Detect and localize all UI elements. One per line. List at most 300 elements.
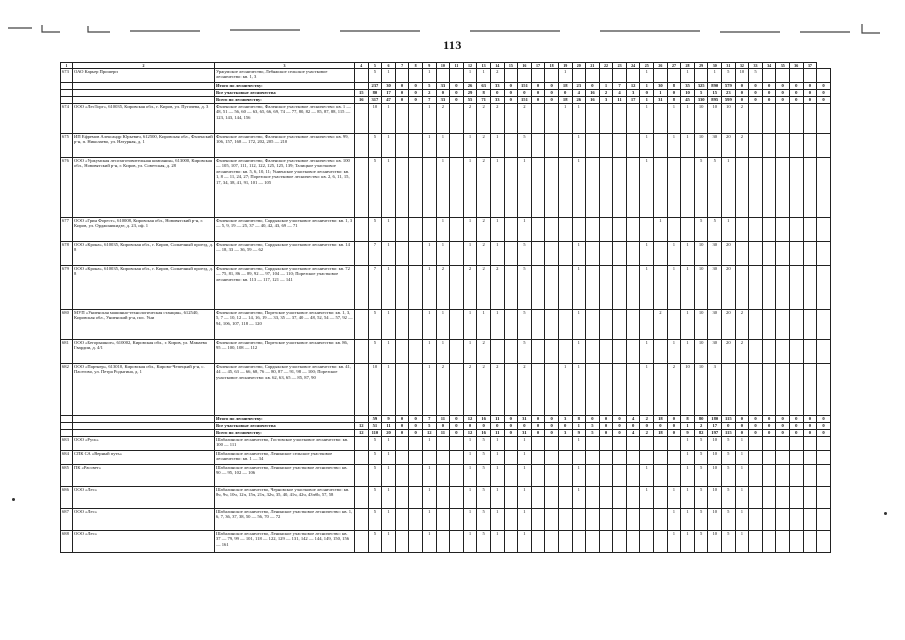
value-cell — [545, 509, 559, 531]
value-cell — [586, 104, 600, 134]
value-cell: 2 — [654, 310, 668, 340]
forest-area: Фаленское лесничество, Фаленское участковое лесничество: кв. 1 — 48, 51 — 56, 60 — 63, 65, 66, 69, 74 — 77, 80, 82 — 85, 87, 88, 115 — 123, 143, 144, 156 — [215, 104, 355, 134]
value-cell — [749, 310, 763, 340]
forest-area: Фаленское лесничество, Фаленское участковое лесничество: кв. 100 — 105, 107, 111, 112, 122, 125, 125, 139; Талицкое участковое лесничество: кв. 5, 6, 10, 11; Униенское участковое лесничество: кв. 1, 8 — 11, 24, 27; Порезское участковое лесничество: кв. 2, 6, 11, 15, 17, 34, 38, 41, 91, 101 — 105 — [215, 158, 355, 218]
value-cell — [355, 364, 369, 416]
value-cell: 1 — [667, 509, 681, 531]
value-cell — [626, 509, 640, 531]
value-cell: 1 — [463, 451, 477, 465]
value-cell: 1 — [422, 531, 436, 553]
value-cell: 5 — [368, 69, 382, 83]
row-number: 680 — [61, 310, 73, 340]
table-row — [61, 487, 831, 509]
value-cell: 0 — [518, 90, 532, 97]
value-cell: 0 — [545, 90, 559, 97]
value-cell — [504, 310, 518, 340]
value-cell — [776, 465, 790, 487]
organization-name: ООО «Лес» — [73, 509, 215, 531]
value-cell: 1 — [572, 423, 586, 430]
value-cell — [640, 451, 654, 465]
value-cell: 1 — [667, 340, 681, 364]
value-cell — [613, 340, 627, 364]
value-cell — [790, 218, 804, 242]
value-cell — [395, 69, 409, 83]
value-cell: 0 — [735, 416, 749, 423]
value-cell: 0 — [504, 423, 518, 430]
value-cell: 0 — [395, 90, 409, 97]
value-cell — [450, 364, 464, 416]
value-cell — [654, 487, 668, 509]
value-cell: 2 — [463, 104, 477, 134]
value-cell: 16 — [586, 90, 600, 97]
value-cell — [545, 218, 559, 242]
value-cell — [545, 531, 559, 553]
value-cell — [395, 487, 409, 509]
value-cell — [790, 158, 804, 218]
value-cell: 5 — [518, 340, 532, 364]
value-cell: 1 — [382, 487, 396, 509]
value-cell — [558, 437, 572, 451]
value-cell: 1 — [518, 218, 532, 242]
value-cell: 0 — [409, 416, 423, 423]
value-cell — [790, 69, 804, 83]
value-cell — [450, 310, 464, 340]
value-cell: 0 — [409, 423, 423, 430]
value-cell: 11 — [436, 416, 450, 423]
value-cell — [654, 437, 668, 451]
value-cell — [355, 487, 369, 509]
value-cell: 10 — [708, 465, 722, 487]
value-cell: 55 — [463, 97, 477, 104]
value-cell: 2 — [694, 423, 708, 430]
value-cell: 5 — [368, 451, 382, 465]
value-cell — [599, 218, 613, 242]
value-cell: 33 — [436, 97, 450, 104]
forest-area: Всего по лесничеству: — [215, 430, 355, 437]
value-cell: 1 — [490, 310, 504, 340]
value-cell — [436, 487, 450, 509]
value-cell: 1 — [382, 242, 396, 266]
value-cell: 5 — [722, 465, 736, 487]
value-cell — [654, 242, 668, 266]
value-cell — [504, 437, 518, 451]
value-cell: 1 — [735, 465, 749, 487]
value-cell — [817, 487, 831, 509]
value-cell: 1 — [722, 158, 736, 218]
value-cell — [395, 242, 409, 266]
value-cell: 3 — [599, 97, 613, 104]
value-cell — [790, 340, 804, 364]
value-cell: 1 — [382, 364, 396, 416]
value-cell — [599, 104, 613, 134]
value-cell — [817, 242, 831, 266]
value-cell: 2 — [436, 104, 450, 134]
value-cell: 0 — [803, 416, 817, 423]
value-cell — [450, 242, 464, 266]
value-cell — [599, 242, 613, 266]
header-cell: 19 — [558, 63, 572, 69]
value-cell: 0 — [626, 423, 640, 430]
value-cell — [450, 69, 464, 83]
value-cell: 895 — [708, 97, 722, 104]
value-cell: 1 — [382, 69, 396, 83]
value-cell: 1 — [572, 266, 586, 310]
value-cell — [817, 158, 831, 218]
value-cell — [776, 451, 790, 465]
value-cell: 5 — [694, 218, 708, 242]
header-cell: 3 — [215, 63, 355, 69]
value-cell — [422, 451, 436, 465]
value-cell: 1 — [490, 465, 504, 487]
value-cell — [558, 218, 572, 242]
value-cell: 45 — [681, 97, 695, 104]
value-cell — [776, 310, 790, 340]
value-cell: 30 — [708, 340, 722, 364]
value-cell: 0 — [409, 90, 423, 97]
value-cell — [355, 509, 369, 531]
value-cell: 1 — [422, 69, 436, 83]
value-cell — [599, 134, 613, 158]
value-cell: 325 — [694, 83, 708, 90]
value-cell — [531, 242, 545, 266]
value-cell: 16 — [477, 430, 491, 437]
value-cell: 5 — [477, 437, 491, 451]
value-cell — [531, 437, 545, 451]
organization-name: ООО «Грин Форест», 610008, Кировская обл., Нововятский р-н, г. Киров, ул. Орджоникидзе, д. 23, оф. 1 — [73, 218, 215, 242]
value-cell: 71 — [477, 97, 491, 104]
value-cell: 0 — [450, 83, 464, 90]
value-cell: 10 — [708, 437, 722, 451]
value-cell — [626, 437, 640, 451]
value-cell: 0 — [531, 423, 545, 430]
value-cell: 5 — [477, 465, 491, 487]
value-cell — [450, 134, 464, 158]
value-cell — [803, 158, 817, 218]
value-cell: 1 — [735, 509, 749, 531]
value-cell: 890 — [708, 83, 722, 90]
value-cell: 5 — [368, 437, 382, 451]
value-cell: 26 — [463, 83, 477, 90]
forest-area: Фаленское лесничество, Сардыкское участковое лесничество: кв. 72 — 75, 81, 86 — 89, 92 — 97, 104 — 110; Порезское участковое лесничество: кв. 113 — 117, 121 — 141 — [215, 266, 355, 310]
row-number: 688 — [61, 531, 73, 553]
value-cell — [545, 69, 559, 83]
value-cell — [749, 340, 763, 364]
value-cell — [395, 218, 409, 242]
value-cell — [450, 340, 464, 364]
value-cell — [436, 69, 450, 83]
header-cell: 13 — [477, 63, 491, 69]
value-cell — [776, 266, 790, 310]
value-cell: 16 — [355, 97, 369, 104]
value-cell — [803, 531, 817, 553]
value-cell — [409, 509, 423, 531]
value-cell: 1 — [572, 242, 586, 266]
value-cell: 80 — [694, 416, 708, 423]
value-cell: 0 — [790, 90, 804, 97]
header-cell: 21 — [586, 63, 600, 69]
header-cell: 10 — [436, 63, 450, 69]
value-cell: 1 — [681, 437, 695, 451]
value-cell — [776, 218, 790, 242]
header-cell: 26 — [654, 63, 668, 69]
value-cell — [667, 69, 681, 83]
value-cell: 10 — [368, 104, 382, 134]
forest-area: Шабалинское лесничество, Черновское участковое лесничество: кв. 8ч, 9ч, 10ч, 12ч, 15ч, 21ч, 32ч, 35, 40, 41ч, 42ч, 43чбb, 57, 58 — [215, 487, 355, 509]
value-cell: 1 — [572, 158, 586, 218]
header-cell: 35 — [776, 63, 790, 69]
value-cell — [640, 310, 654, 340]
value-cell: 2 — [735, 310, 749, 340]
forest-area: Фаленское лесничество, Порезское участковое лесничество: кв. 86, 95 — 100, 108 — 112 — [215, 340, 355, 364]
value-cell: 2 — [735, 134, 749, 158]
header-cell: 30 — [708, 63, 722, 69]
value-cell — [626, 465, 640, 487]
forest-area: Фаленское лесничество, Фаленское участковое лесничество: кв. 99, 106, 157, 168 — 172, 202, 205 — 210 — [215, 134, 355, 158]
row-number: 681 — [61, 340, 73, 364]
row-number: 675 — [61, 134, 73, 158]
header-cell: 18 — [545, 63, 559, 69]
value-cell — [395, 310, 409, 340]
value-cell: 1 — [681, 134, 695, 158]
value-cell: 0 — [436, 90, 450, 97]
value-cell — [599, 531, 613, 553]
value-cell — [803, 364, 817, 416]
value-cell: 47 — [382, 97, 396, 104]
table-row — [61, 158, 831, 218]
value-cell — [586, 451, 600, 465]
value-cell: 0 — [531, 430, 545, 437]
value-cell: 0 — [504, 90, 518, 97]
value-cell: 0 — [504, 97, 518, 104]
value-cell: 1 — [422, 266, 436, 310]
organization-name — [73, 83, 215, 90]
value-cell: 0 — [586, 83, 600, 90]
value-cell: 30 — [382, 83, 396, 90]
value-cell: 2 — [477, 266, 491, 310]
value-cell: 10 — [708, 487, 722, 509]
header-cell: 20 — [572, 63, 586, 69]
value-cell — [586, 487, 600, 509]
value-cell: 2 — [477, 218, 491, 242]
value-cell: 197 — [708, 430, 722, 437]
value-cell — [776, 104, 790, 134]
value-cell — [654, 451, 668, 465]
value-cell — [545, 487, 559, 509]
forest-area: Уржумское лесничество, Лебяжское сельское участковое лесничество: кв. 1, 3 — [215, 69, 355, 83]
value-cell: 2 — [735, 340, 749, 364]
value-cell: 7 — [613, 83, 627, 90]
summary-row — [61, 83, 831, 90]
row-number: 685 — [61, 465, 73, 487]
value-cell — [409, 310, 423, 340]
value-cell: 0 — [790, 83, 804, 90]
value-cell: 10 — [708, 104, 722, 134]
value-cell: 0 — [395, 416, 409, 423]
value-cell: 1 — [463, 531, 477, 553]
table-row — [61, 104, 831, 134]
value-cell: 0 — [817, 423, 831, 430]
value-cell — [654, 364, 668, 416]
value-cell — [776, 531, 790, 553]
value-cell — [545, 242, 559, 266]
value-cell — [599, 364, 613, 416]
value-cell — [599, 340, 613, 364]
value-cell — [572, 218, 586, 242]
value-cell — [776, 242, 790, 266]
value-cell — [355, 242, 369, 266]
table-row — [61, 134, 831, 158]
value-cell: 0 — [613, 423, 627, 430]
value-cell: 0 — [531, 416, 545, 423]
value-cell: 1 — [490, 242, 504, 266]
value-cell: 1 — [735, 487, 749, 509]
value-cell: 0 — [545, 423, 559, 430]
value-cell: 5 — [518, 134, 532, 158]
value-cell — [531, 158, 545, 218]
value-cell — [409, 69, 423, 83]
value-cell — [803, 465, 817, 487]
value-cell — [626, 218, 640, 242]
value-cell — [762, 340, 776, 364]
value-cell: 0 — [531, 83, 545, 90]
value-cell: 7 — [368, 266, 382, 310]
value-cell — [749, 437, 763, 451]
value-cell: 5 — [694, 437, 708, 451]
value-cell — [409, 134, 423, 158]
value-cell: 0 — [490, 90, 504, 97]
value-cell: 15 — [355, 90, 369, 97]
value-cell — [355, 69, 369, 83]
value-cell — [613, 69, 627, 83]
forest-area: Шабалинское лесничество, Ленинское сельское участковое лесничество: кв. 1 — 34 — [215, 451, 355, 465]
value-cell — [803, 509, 817, 531]
value-cell: 5 — [722, 487, 736, 509]
value-cell: 10 — [681, 90, 695, 97]
value-cell — [558, 266, 572, 310]
value-cell: 0 — [749, 423, 763, 430]
value-cell — [626, 104, 640, 134]
forest-area: Шабалинское лесничество, Ленинское участковое лесничество: кв. 1, 6, 7, 36, 37, 38, 50 — 56, 70 — 72 — [215, 509, 355, 531]
value-cell — [531, 266, 545, 310]
value-cell — [776, 69, 790, 83]
value-cell: 1 — [382, 340, 396, 364]
value-cell — [776, 158, 790, 218]
value-cell: 5 — [694, 531, 708, 553]
organization-name: ОАО Карьер Прошерп — [73, 69, 215, 83]
value-cell — [654, 509, 668, 531]
value-cell — [355, 437, 369, 451]
value-cell: 0 — [803, 430, 817, 437]
value-cell — [803, 451, 817, 465]
value-cell — [776, 487, 790, 509]
value-cell: 1 — [422, 104, 436, 134]
value-cell — [694, 69, 708, 83]
header-cell: 5 — [368, 63, 382, 69]
value-cell: 0 — [776, 430, 790, 437]
value-cell: 1 — [572, 364, 586, 416]
value-cell — [817, 266, 831, 310]
value-cell — [409, 242, 423, 266]
value-cell — [667, 451, 681, 465]
value-cell: 5 — [722, 69, 736, 83]
value-cell — [790, 465, 804, 487]
value-cell: 0 — [586, 416, 600, 423]
value-cell — [803, 104, 817, 134]
table-row — [61, 242, 831, 266]
value-cell: 1 — [463, 465, 477, 487]
organization-name: ООО «Уржумская лесозаготовительная компания», 613000, Кировская обл., Нововятский р-н, г. Киров, ул. Советская, д. 28 — [73, 158, 215, 218]
row-number — [61, 430, 73, 437]
value-cell — [558, 242, 572, 266]
value-cell: 1 — [518, 509, 532, 531]
value-cell: 330 — [694, 97, 708, 104]
value-cell — [586, 364, 600, 416]
value-cell: 30 — [708, 310, 722, 340]
value-cell: 1 — [667, 266, 681, 310]
value-cell: 80 — [368, 90, 382, 97]
value-cell: 1 — [490, 509, 504, 531]
value-cell — [654, 104, 668, 134]
value-cell: 0 — [409, 430, 423, 437]
value-cell: 0 — [776, 90, 790, 97]
value-cell — [640, 437, 654, 451]
header-cell: 16 — [518, 63, 532, 69]
value-cell — [409, 104, 423, 134]
summary-row — [61, 430, 831, 437]
value-cell: 5 — [477, 487, 491, 509]
row-number: 687 — [61, 509, 73, 531]
value-cell — [586, 69, 600, 83]
value-cell — [558, 158, 572, 218]
value-cell: 1 — [681, 487, 695, 509]
forest-area: Фаленское лесничество, Сардыкское участковое лесничество: кв. 14 — 18, 33 — 36, 59 — 62 — [215, 242, 355, 266]
value-cell: 7 — [422, 416, 436, 423]
organization-name: ИП Ефремов Александр Юрьевич, 612500, Кировская обл., Фаленский р-н, п. Николаево, ул. Натурная, д. 1 — [73, 134, 215, 158]
value-cell: 20 — [382, 430, 396, 437]
value-cell: 31 — [654, 97, 668, 104]
table-row — [61, 509, 831, 531]
value-cell: 18 — [558, 83, 572, 90]
header-cell: 1 — [61, 63, 73, 69]
value-cell: 0 — [409, 83, 423, 90]
value-cell: 16 — [586, 97, 600, 104]
value-cell — [803, 310, 817, 340]
value-cell — [450, 218, 464, 242]
value-cell — [395, 158, 409, 218]
value-cell — [803, 266, 817, 310]
value-cell: 0 — [450, 430, 464, 437]
value-cell — [667, 437, 681, 451]
value-cell — [504, 340, 518, 364]
value-cell: 0 — [599, 423, 613, 430]
value-cell — [586, 531, 600, 553]
value-cell: 0 — [531, 90, 545, 97]
value-cell — [613, 158, 627, 218]
row-number — [61, 423, 73, 430]
value-cell: 5 — [368, 218, 382, 242]
value-cell — [558, 509, 572, 531]
value-cell — [355, 310, 369, 340]
value-cell — [749, 451, 763, 465]
value-cell — [790, 364, 804, 416]
value-cell: 11 — [490, 430, 504, 437]
value-cell: 1 — [667, 242, 681, 266]
value-cell — [409, 158, 423, 218]
value-cell: 17 — [708, 423, 722, 430]
value-cell — [504, 69, 518, 83]
table-row — [61, 451, 831, 465]
value-cell — [599, 266, 613, 310]
